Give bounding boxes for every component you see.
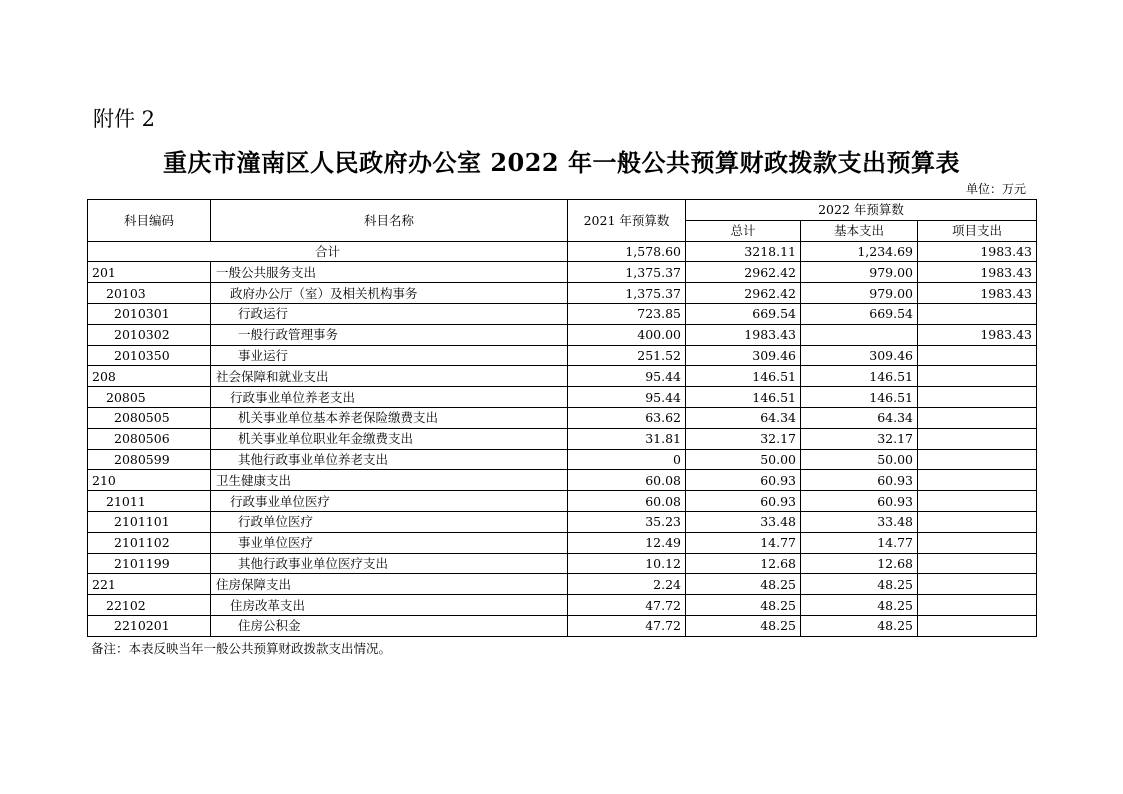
row-project: 1983.43 (918, 262, 1037, 283)
row-basic: 60.93 (801, 470, 918, 491)
row-code: 2010350 (88, 345, 211, 366)
row-prev-year: 60.08 (568, 470, 686, 491)
table-header-row (88, 200, 1037, 221)
row-project (918, 595, 1037, 616)
row-code: 2010302 (88, 324, 211, 345)
row-code: 20805 (88, 387, 211, 408)
row-name: 行政运行 (211, 303, 568, 324)
row-prev-year: 95.44 (568, 387, 686, 408)
row-name: 行政事业单位医疗 (211, 491, 568, 512)
row-prev-year: 47.72 (568, 615, 686, 636)
row-name: 行政单位医疗 (211, 511, 568, 532)
row-total: 12.68 (686, 553, 801, 574)
row-total: 2962.42 (686, 283, 801, 304)
row-name: 一般公共服务支出 (211, 262, 568, 283)
row-basic: 979.00 (801, 283, 918, 304)
header-prev-year: 2021 年预算数 (568, 200, 686, 242)
total-basic: 1,234.69 (801, 241, 918, 262)
row-code: 2080506 (88, 428, 211, 449)
row-name: 卫生健康支出 (211, 470, 568, 491)
row-basic: 12.68 (801, 553, 918, 574)
row-total: 309.46 (686, 345, 801, 366)
row-code: 20103 (88, 283, 211, 304)
total-row (88, 241, 1037, 262)
header-cur-year: 2022 年预算数 (686, 200, 1037, 221)
row-project (918, 449, 1037, 470)
row-total: 50.00 (686, 449, 801, 470)
header-project: 项目支出 (918, 220, 1037, 241)
row-basic: 309.46 (801, 345, 918, 366)
row-name: 一般行政管理事务 (211, 324, 568, 345)
row-code: 2101101 (88, 511, 211, 532)
row-project (918, 553, 1037, 574)
page-title: 重庆市潼南区人民政府办公室 2022 年一般公共预算财政拨款支出预算表 (162, 148, 960, 177)
row-total: 14.77 (686, 532, 801, 553)
row-project (918, 345, 1037, 366)
row-prev-year: 35.23 (568, 511, 686, 532)
header-total: 总计 (686, 220, 801, 241)
row-prev-year: 60.08 (568, 491, 686, 512)
row-basic: 146.51 (801, 366, 918, 387)
row-name: 社会保障和就业支出 (211, 366, 568, 387)
row-name: 政府办公厅（室）及相关机构事务 (211, 283, 568, 304)
table-row (88, 387, 1037, 408)
row-prev-year: 47.72 (568, 595, 686, 616)
attachment-label: 附件 2 (93, 107, 156, 131)
row-total: 32.17 (686, 428, 801, 449)
total-prev: 1,578.60 (568, 241, 686, 262)
row-code: 2080599 (88, 449, 211, 470)
row-code: 201 (88, 262, 211, 283)
row-basic: 64.34 (801, 407, 918, 428)
row-basic: 33.48 (801, 511, 918, 532)
table-row (88, 303, 1037, 324)
row-total: 2962.42 (686, 262, 801, 283)
table-row (88, 324, 1037, 345)
row-project (918, 574, 1037, 595)
row-prev-year: 95.44 (568, 366, 686, 387)
table-row (88, 345, 1037, 366)
row-name: 行政事业单位养老支出 (211, 387, 568, 408)
row-total: 48.25 (686, 574, 801, 595)
row-total: 146.51 (686, 366, 801, 387)
row-name: 事业单位医疗 (211, 532, 568, 553)
row-code: 210 (88, 470, 211, 491)
row-code: 2010301 (88, 303, 211, 324)
table-row (88, 407, 1037, 428)
table-row (88, 532, 1037, 553)
row-code: 2080505 (88, 407, 211, 428)
row-prev-year: 251.52 (568, 345, 686, 366)
total-project: 1983.43 (918, 241, 1037, 262)
row-basic (801, 324, 918, 345)
row-basic: 48.25 (801, 615, 918, 636)
row-project (918, 303, 1037, 324)
row-project: 1983.43 (918, 283, 1037, 304)
table-row (88, 283, 1037, 304)
row-total: 146.51 (686, 387, 801, 408)
row-prev-year: 2.24 (568, 574, 686, 595)
table-row (88, 595, 1037, 616)
table-row (88, 262, 1037, 283)
row-code: 2101199 (88, 553, 211, 574)
row-basic: 48.25 (801, 595, 918, 616)
unit-label: 单位：万元 (965, 182, 1026, 196)
row-code: 21011 (88, 491, 211, 512)
row-name: 住房保障支出 (211, 574, 568, 595)
table-row (88, 553, 1037, 574)
row-project (918, 366, 1037, 387)
row-project (918, 615, 1037, 636)
row-prev-year: 10.12 (568, 553, 686, 574)
table-row (88, 428, 1037, 449)
row-project (918, 491, 1037, 512)
row-name: 机关事业单位职业年金缴费支出 (211, 428, 568, 449)
row-project: 1983.43 (918, 324, 1037, 345)
row-total: 48.25 (686, 595, 801, 616)
row-name: 事业运行 (211, 345, 568, 366)
row-code: 208 (88, 366, 211, 387)
row-code: 2101102 (88, 532, 211, 553)
row-total: 669.54 (686, 303, 801, 324)
row-project (918, 387, 1037, 408)
row-basic: 14.77 (801, 532, 918, 553)
row-project (918, 407, 1037, 428)
row-project (918, 511, 1037, 532)
table-row (88, 470, 1037, 491)
table-note: 备注：本表反映当年一般公共预算财政拨款支出情况。 (91, 641, 392, 656)
header-basic: 基本支出 (801, 220, 918, 241)
header-name: 科目名称 (211, 200, 568, 242)
row-basic: 146.51 (801, 387, 918, 408)
row-name: 其他行政事业单位医疗支出 (211, 553, 568, 574)
row-name: 其他行政事业单位养老支出 (211, 449, 568, 470)
row-total: 48.25 (686, 615, 801, 636)
row-code: 221 (88, 574, 211, 595)
table-row (88, 615, 1037, 636)
row-basic: 50.00 (801, 449, 918, 470)
row-total: 60.93 (686, 470, 801, 491)
row-name: 机关事业单位基本养老保险缴费支出 (211, 407, 568, 428)
row-prev-year: 12.49 (568, 532, 686, 553)
table-row (88, 366, 1037, 387)
row-prev-year: 723.85 (568, 303, 686, 324)
header-code: 科目编码 (88, 200, 211, 242)
row-basic: 48.25 (801, 574, 918, 595)
table-row (88, 574, 1037, 595)
row-project (918, 428, 1037, 449)
row-basic: 32.17 (801, 428, 918, 449)
row-prev-year: 31.81 (568, 428, 686, 449)
row-total: 60.93 (686, 491, 801, 512)
row-name: 住房改革支出 (211, 595, 568, 616)
row-prev-year: 63.62 (568, 407, 686, 428)
budget-table (87, 199, 1037, 637)
row-prev-year: 0 (568, 449, 686, 470)
row-total: 33.48 (686, 511, 801, 532)
row-code: 2210201 (88, 615, 211, 636)
row-prev-year: 1,375.37 (568, 283, 686, 304)
table-row (88, 449, 1037, 470)
row-name: 住房公积金 (211, 615, 568, 636)
row-code: 22102 (88, 595, 211, 616)
row-project (918, 470, 1037, 491)
row-total: 1983.43 (686, 324, 801, 345)
total-total: 3218.11 (686, 241, 801, 262)
row-project (918, 532, 1037, 553)
row-basic: 60.93 (801, 491, 918, 512)
table-row (88, 511, 1037, 532)
row-prev-year: 1,375.37 (568, 262, 686, 283)
row-basic: 669.54 (801, 303, 918, 324)
table-row (88, 491, 1037, 512)
row-prev-year: 400.00 (568, 324, 686, 345)
row-basic: 979.00 (801, 262, 918, 283)
row-total: 64.34 (686, 407, 801, 428)
total-label: 合计 (88, 241, 568, 262)
